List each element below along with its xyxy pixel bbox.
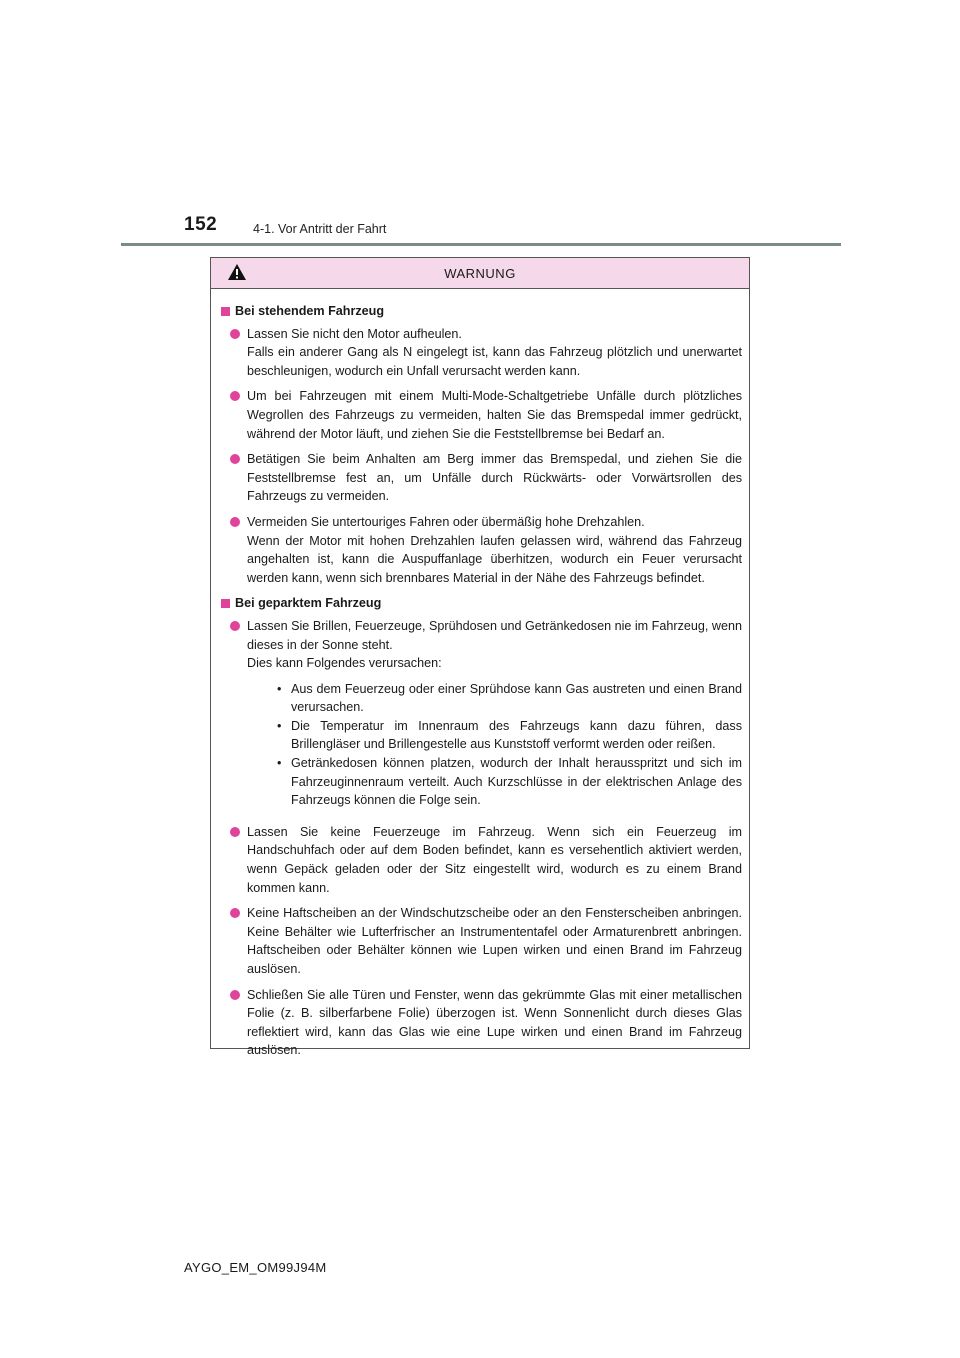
list-item: [230, 617, 742, 816]
section-heading-text: Bei stehendem Fahrzeug: [235, 304, 385, 318]
list-item: [230, 513, 742, 587]
list-item: [230, 986, 742, 1060]
list-item-text: [247, 986, 742, 1060]
paragraph: Betätigen Sie beim Anhalten am Berg immer das Bremspedal, und ziehen Sie die Feststellbremse fest an, um Unfälle durch Rückwärts- oder Vorwärtsrollen des Fahrzeugs zu vermeiden.: [247, 452, 742, 504]
sub-list-text: Aus dem Feuerzeug oder einer Sprühdose kann Gas austreten und einen Brand verursachen.: [291, 681, 742, 715]
paragraph: Lassen Sie keine Feuerzeuge im Fahrzeug. Wenn sich ein Feuerzeug im Handschuhfach oder auf dem Boden befindet, kann es versehentlich aktiviert werden, wenn Gepäck geladen oder der Sitz eingestellt wird, wodurch es zu einem Brand kommen kann.: [247, 824, 742, 895]
warning-header: [211, 258, 749, 289]
list-item-text: [247, 325, 742, 381]
paragraph: Dies kann Folgendes verursachen:: [247, 656, 442, 671]
list-item: [230, 823, 742, 897]
warning-title: WARNUNG: [444, 265, 516, 281]
paragraph: Lassen Sie Brillen, Feuerzeuge, Sprühdosen und Getränkedosen nie im Fahrzeug, wenn dieses in der Sonne steht.: [247, 618, 742, 652]
sub-list: [277, 680, 742, 810]
dot-bullet-icon: •: [277, 718, 282, 733]
page-number: 152: [184, 214, 218, 235]
warning-body: [211, 289, 749, 1060]
circle-bullet-icon: [230, 329, 240, 339]
paragraph: Vermeiden Sie untertouriges Fahren oder übermäßig hohe Drehzahlen.: [247, 514, 645, 529]
warning-box: [210, 257, 750, 1058]
list-item-text: [247, 387, 742, 443]
sub-list-item: [277, 717, 742, 754]
sub-list-item: [277, 680, 742, 717]
list-item: [230, 387, 742, 443]
list-item-text: [247, 823, 742, 897]
paragraph: Um bei Fahrzeugen mit einem Multi-Mode-Schaltgetriebe Unfälle durch plötzliches Wegrollen des Fahrzeugs zu vermeiden, halten Sie das Bremspedal immer gedrückt, während der Motor läuft, und ziehen Sie die Feststellbremse bei Bedarf an.: [247, 389, 742, 441]
section-heading: [221, 302, 742, 321]
sub-list-text: Die Temperatur im Innenraum des Fahrzeugs kann dazu führen, dass Brillengläser und Brillengestelle aus Kunststoff verformt werden oder reißen.: [291, 718, 742, 752]
paragraph: Lassen Sie nicht den Motor aufheulen.: [247, 326, 462, 341]
list-item-text: [247, 904, 742, 978]
circle-bullet-icon: [230, 908, 240, 918]
paragraph: Falls ein anderer Gang als N eingelegt ist, kann das Fahrzeug plötzlich und unerwartet beschleunigen, wodurch ein Unfall verursacht werden kann.: [247, 345, 742, 378]
square-bullet-icon: [221, 307, 230, 316]
list-item-text: [247, 513, 742, 587]
section-heading-text: Bei geparktem Fahrzeug: [235, 596, 382, 611]
paragraph: Wenn der Motor mit hohen Drehzahlen laufen gelassen wird, während das Fahrzeug angehalten ist, kann die Auspuffanlage überhitzen, wodurch ein Feuer verursacht werden kann, wenn sich brennbares Material in der Nähe des Fahrzeugs befindet.: [247, 533, 742, 585]
section-heading: [221, 594, 742, 613]
list-item: [230, 450, 742, 506]
circle-bullet-icon: [230, 391, 240, 401]
warning-triangle-icon: [227, 263, 247, 281]
dot-bullet-icon: •: [277, 681, 282, 696]
document-code: AYGO_EM_OM99J94M: [184, 1260, 327, 1275]
list-item-text: [247, 450, 742, 506]
list-item: [230, 904, 742, 978]
paragraph: Keine Haftscheiben an der Windschutzscheibe oder an den Fensterscheiben anbringen. Keine Behälter wie Lufterfrischer an Instrumententafel oder Armaturenbrett anbringen. Haftscheiben oder Behälter können wie Lupen wirken und einen Brand im Fahrzeug auslösen.: [247, 906, 742, 976]
circle-bullet-icon: [230, 621, 240, 631]
header-rule: [121, 243, 841, 246]
circle-bullet-icon: [230, 454, 240, 464]
sub-list-item: [277, 754, 742, 810]
dot-bullet-icon: •: [277, 756, 282, 771]
circle-bullet-icon: [230, 827, 240, 837]
sub-list-text: Getränkedosen können platzen, wodurch der Inhalt herausspritzt und sich im Fahrzeuginnenraum verteilt. Auch Kurzschlüsse in der elektrischen Anlage des Fahrzeugs können die Folge sein.: [291, 756, 742, 808]
list-item-text: [247, 617, 742, 816]
circle-bullet-icon: [230, 990, 240, 1000]
square-bullet-icon: [221, 599, 230, 608]
list-item: [230, 325, 742, 381]
circle-bullet-icon: [230, 517, 240, 527]
paragraph: Schließen Sie alle Türen und Fenster, wenn das gekrümmte Glas mit einer metallischen Folie (z. B. silberfarbene Folie) überzogen ist. Wenn Sonnenlicht durch dieses Glas reflektiert wird, kann das Glas wie eine Lupe wirken und einen Brand im Fahrzeug auslösen.: [247, 987, 742, 1058]
section-title: 4-1. Vor Antritt der Fahrt: [253, 222, 387, 236]
